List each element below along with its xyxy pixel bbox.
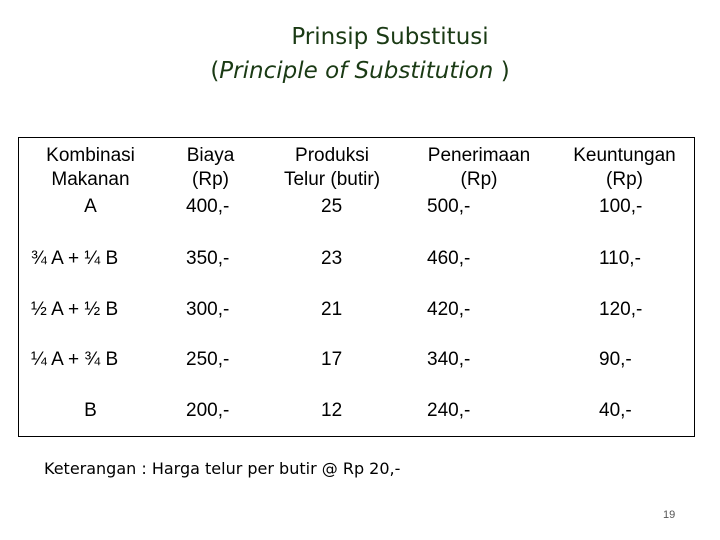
- title-main: Prinsip Substitusi: [291, 24, 489, 50]
- header-line: Telur (butir): [283, 169, 381, 190]
- cell-penerimaan: 460,-: [427, 248, 471, 270]
- cell-keuntungan: 40,-: [599, 399, 632, 421]
- header-line: Penerimaan: [427, 145, 531, 166]
- cell-produksi: 21: [321, 298, 343, 320]
- cell-penerimaan: 240,-: [427, 399, 471, 421]
- cell-kombinasi: ¾ A + ¼ B: [31, 248, 119, 270]
- table-row: [19, 196, 696, 234]
- table-row: [19, 335, 696, 386]
- cell-biaya: 400,-: [186, 196, 230, 217]
- cell-kombinasi: ½ A + ½ B: [31, 298, 119, 320]
- cell-kombinasi: B: [84, 399, 97, 421]
- header-line: (Rp): [460, 169, 498, 190]
- table-header-row: [19, 138, 696, 196]
- cell-biaya: 350,-: [186, 248, 230, 270]
- cell-produksi: 25: [321, 196, 343, 217]
- cell-biaya: 300,-: [186, 298, 230, 320]
- header-line: Makanan: [51, 169, 130, 190]
- footnote: Keterangan : Harga telur per butir @ Rp 20,-: [44, 459, 401, 478]
- table-row: [19, 385, 696, 436]
- cell-biaya: 200,-: [186, 399, 230, 421]
- header-biaya: [162, 138, 259, 196]
- title-subtitle: [0, 56, 720, 86]
- title-subtitle-italic: Principle of Substitution: [219, 58, 494, 84]
- header-produksi: [259, 138, 405, 196]
- cell-penerimaan: 500,-: [427, 196, 471, 217]
- cell-keuntungan: 100,-: [599, 196, 643, 217]
- header-kombinasi: [19, 138, 162, 196]
- header-line: Biaya: [186, 145, 235, 166]
- title-subtitle-open: (: [210, 58, 220, 84]
- cell-produksi: 12: [321, 399, 343, 421]
- title-subtitle-close: ): [493, 58, 510, 84]
- table-row: [19, 284, 696, 335]
- cell-biaya: 250,-: [186, 349, 230, 371]
- header-line: Kombinasi: [46, 145, 135, 166]
- header-line: Produksi: [295, 145, 369, 166]
- cell-keuntungan: 120,-: [599, 298, 643, 320]
- header-penerimaan: [405, 138, 553, 196]
- page-number: 19: [663, 509, 676, 521]
- table-row: [19, 234, 696, 285]
- substitution-table: [18, 137, 695, 437]
- header-line: (Rp): [606, 169, 643, 190]
- cell-penerimaan: 340,-: [427, 349, 471, 371]
- cell-keuntungan: 110,-: [599, 248, 641, 270]
- cell-keuntungan: 90,-: [599, 349, 632, 371]
- cell-penerimaan: 420,-: [427, 298, 471, 320]
- header-line: Keuntungan: [573, 145, 676, 166]
- cell-produksi: 23: [321, 248, 343, 270]
- header-line: (Rp): [192, 169, 229, 190]
- cell-kombinasi: ¼ A + ¾ B: [31, 349, 119, 371]
- cell-kombinasi: A: [84, 196, 97, 217]
- header-keuntungan: [553, 138, 696, 196]
- slide-title: [0, 22, 720, 86]
- cell-produksi: 17: [321, 349, 343, 371]
